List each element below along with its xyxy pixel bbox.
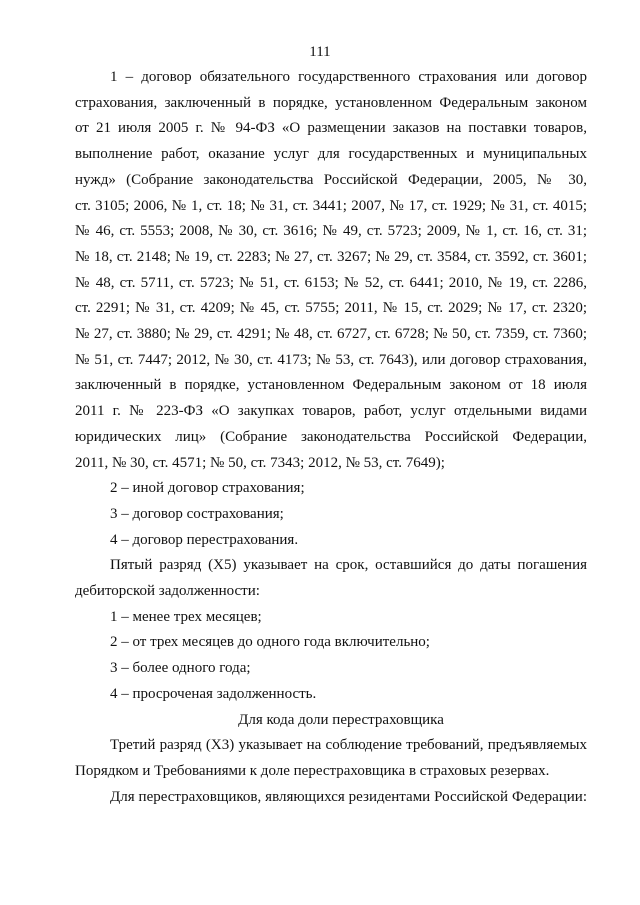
text-line: Для перестраховщиков, являющихся резидентами Российской Федерации: — [110, 788, 587, 805]
text-line: 1 – менее трех месяцев; — [110, 608, 262, 625]
text-line: № 18, ст. 2148; № 19, ст. 2283; № 27, ст. 3267; № 29, ст. 3584, ст. 3592, ст. 3601; — [75, 248, 587, 265]
text-line: заключенный в порядке, установленном Федеральным законом от 18 июля — [75, 377, 587, 394]
text-line: 4 – просроченая задолженность. — [110, 685, 317, 702]
text-line: 2011 г. № 223-ФЗ «О закупках товаров, работ, услуг отдельными видами — [75, 403, 587, 420]
text-line: ст. 3105; 2006, № 1, ст. 18; № 31, ст. 3441; 2007, № 17, ст. 1929; № 31, ст. 4015; — [75, 197, 587, 214]
text-line: 2 – иной договор страхования; — [110, 480, 305, 497]
text-line: ст. 2291; № 31, ст. 4209; № 45, ст. 5755; 2011, № 15, ст. 2029; № 17, ст. 2320; — [75, 300, 587, 317]
page-number: 111 — [309, 44, 331, 60]
text-line: от 21 июля 2005 г. № 94-ФЗ «О размещении заказов на поставки товаров, — [75, 120, 587, 137]
text-line: 1 – договор обязательного государственного страхования или договор — [110, 69, 587, 85]
text-line: № 48, ст. 5711, ст. 5723; № 51, ст. 6153; № 52, ст. 6441; 2010, № 19, ст. 2286, — [75, 274, 587, 291]
text-line: 3 – договор сострахования; — [110, 505, 284, 522]
text-line: 3 – более одного года; — [110, 660, 251, 677]
text-line: Пятый разряд (Х5) указывает на срок, оставшийся до даты погашения — [110, 557, 587, 574]
text-line: 2011, № 30, ст. 4571; № 50, ст. 7343; 2012, № 53, ст. 7649); — [75, 454, 445, 471]
text-line: юридических лиц» (Собрание законодательства Российской Федерации, — [75, 428, 587, 445]
text-line: № 27, ст. 3880; № 29, ст. 4291; № 48, ст. 6727, ст. 6728; № 50, ст. 7359, ст. 7360; — [75, 326, 587, 343]
text-line: 4 – договор перестрахования. — [110, 531, 299, 548]
text-line: 2 – от трех месяцев до одного года включительно; — [110, 634, 430, 651]
text-line: Для кода доли перестраховщика — [238, 711, 444, 728]
document-body — [75, 65, 587, 810]
text-line: № 51, ст. 7447; 2012, № 30, ст. 4173; № 53, ст. 7643), или договор страхования, — [75, 351, 587, 368]
text-line: Порядком и Требованиями к доле перестраховщика в страховых резервах. — [75, 762, 550, 779]
text-line: Третий разряд (Х3) указывает на соблюдение требований, предъявляемых — [110, 737, 587, 754]
text-line: № 46, ст. 5553; 2008, № 30, ст. 3616; № 49, ст. 5723; 2009, № 1, ст. 16, ст. 31; — [75, 223, 587, 240]
text-line: дебиторской задолженности: — [75, 583, 260, 600]
text-line: нужд» (Собрание законодательства Российской Федерации, 2005, № 30, — [75, 171, 587, 188]
text-line: страхования, заключенный в порядке, установленном Федеральным законом — [75, 94, 587, 111]
text-line: выполнение работ, оказание услуг для государственных и муниципальных — [75, 146, 587, 163]
